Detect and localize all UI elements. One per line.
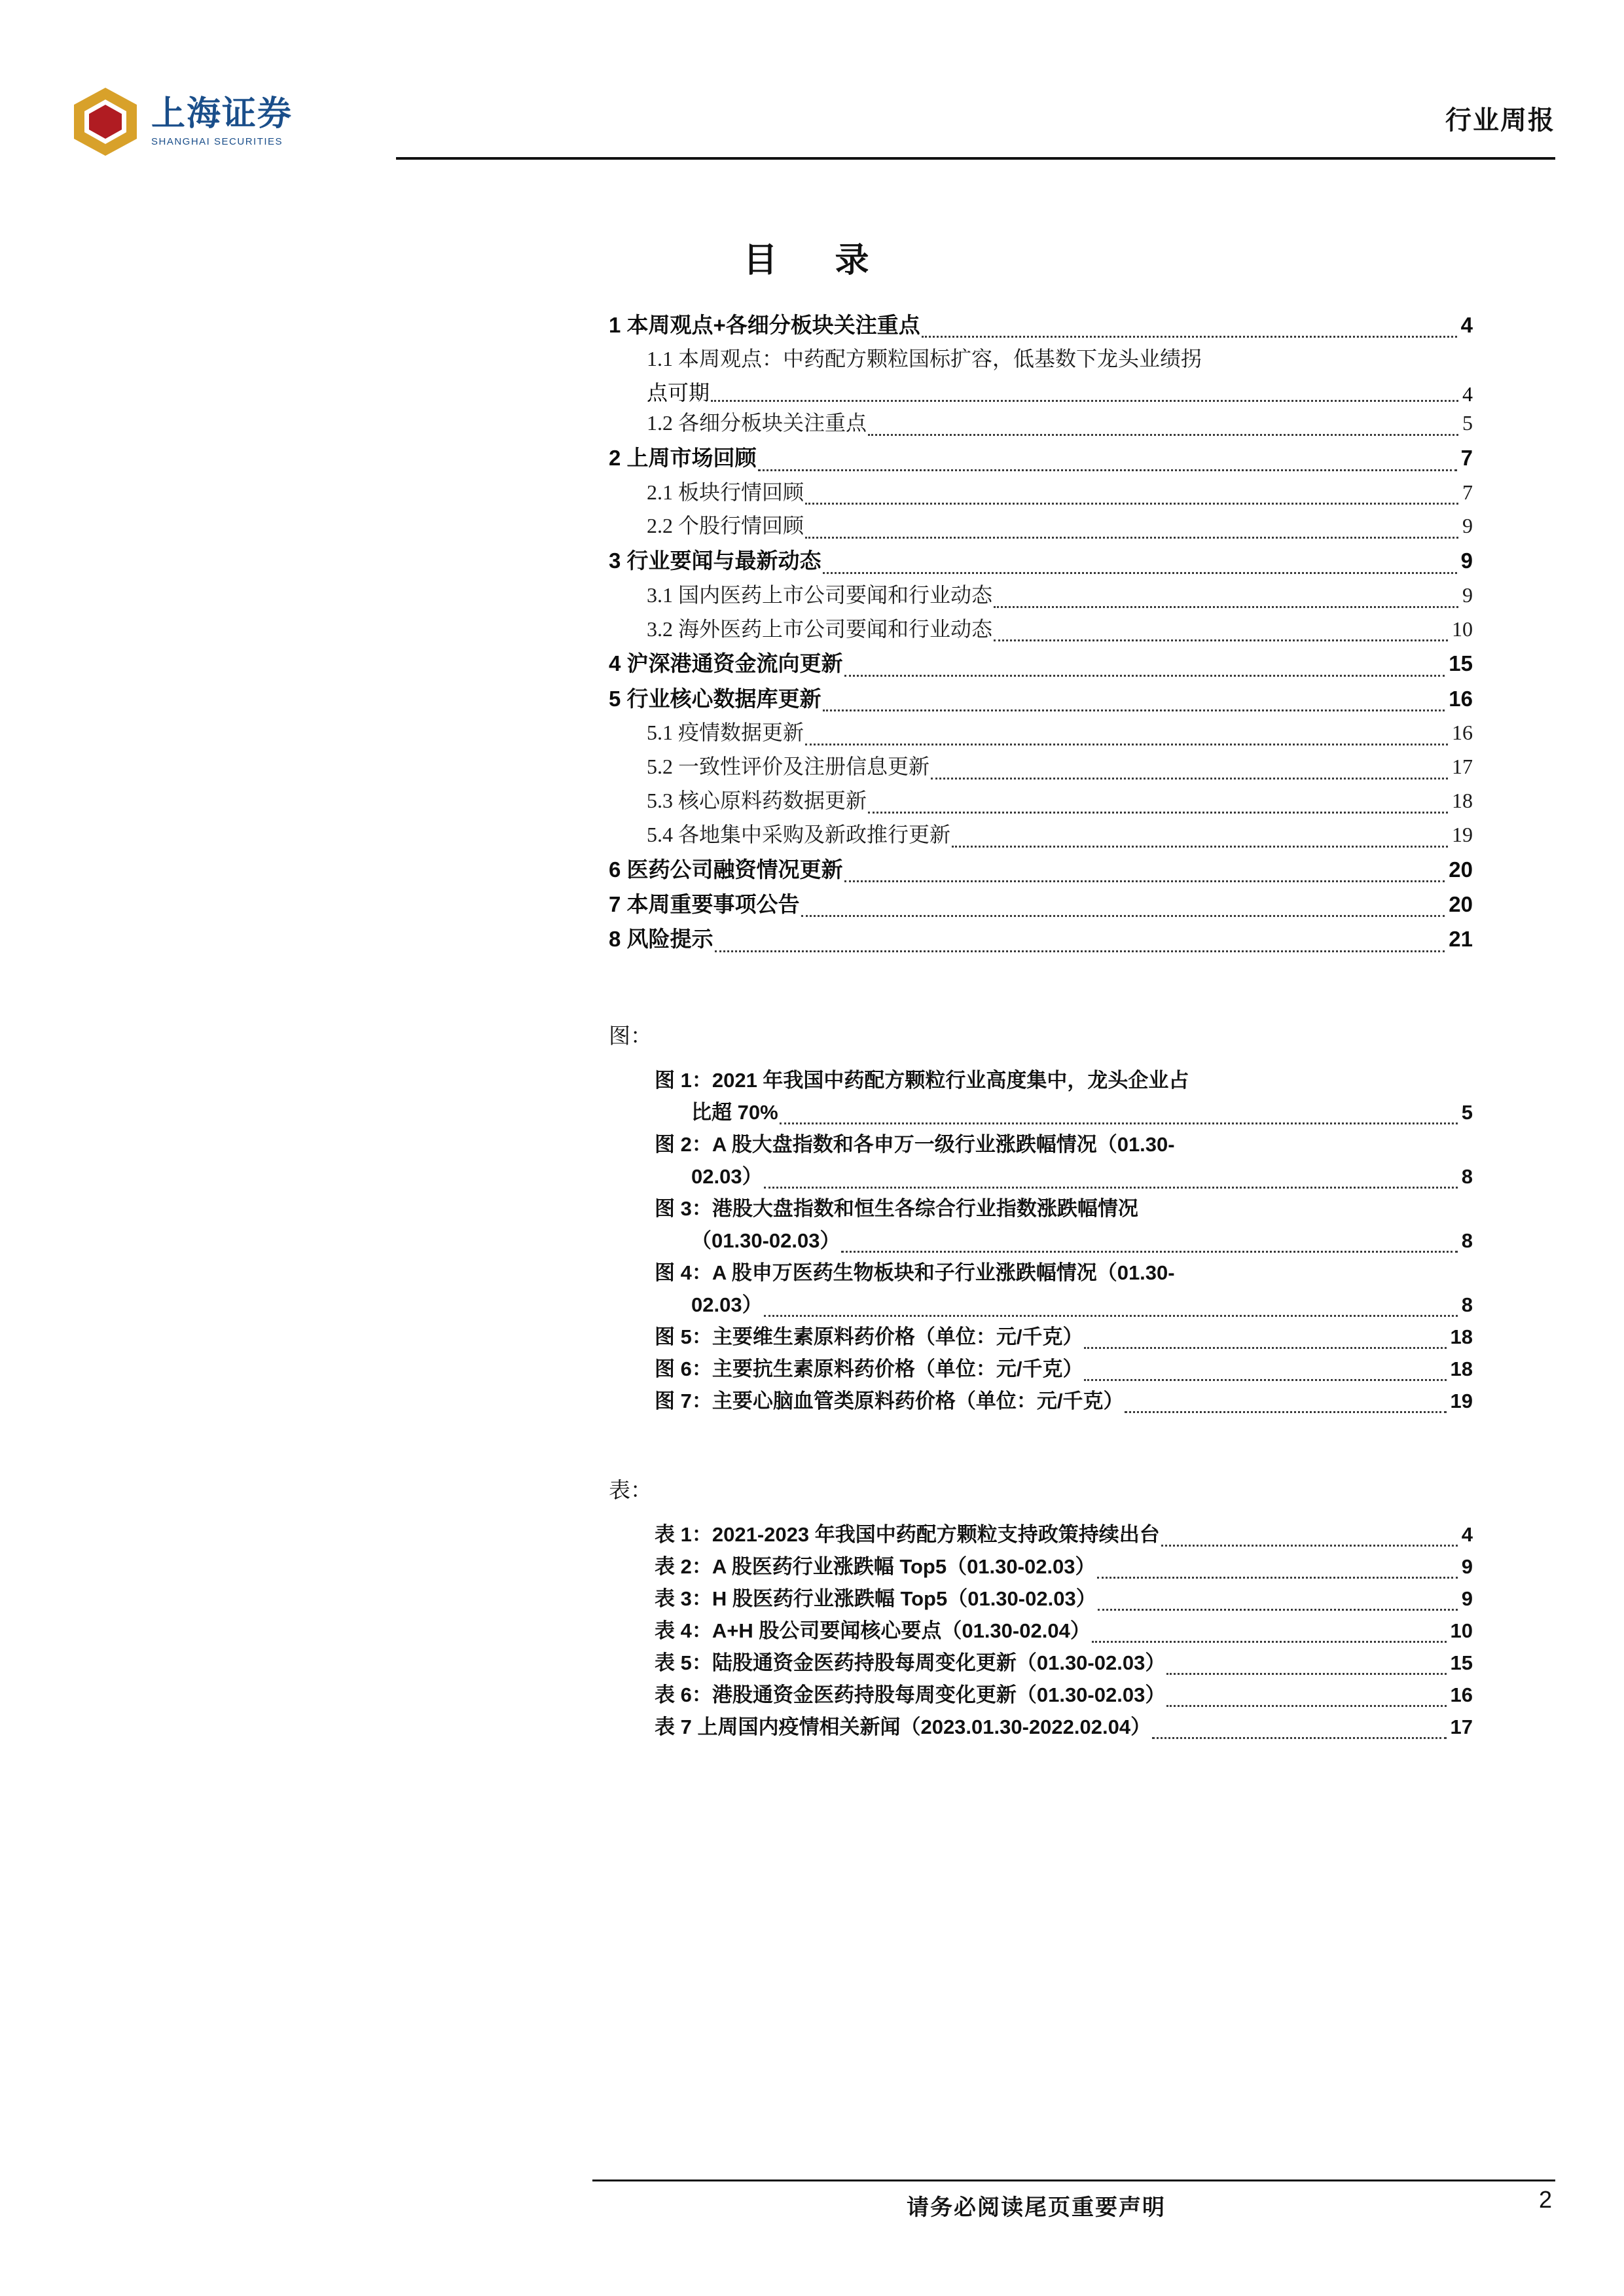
entry-label: 5.2 一致性评价及注册信息更新 [647, 755, 930, 779]
entry-label: 1.2 各细分板块关注重点 [647, 411, 867, 435]
entry-page-number: 20 [1449, 857, 1473, 882]
leader-dots [1098, 1608, 1458, 1611]
leader-dots [1125, 1410, 1446, 1413]
leader-dots [1166, 1672, 1446, 1675]
leader-dots [844, 674, 1445, 677]
entry-label: 7 本周重要事项公告 [609, 892, 800, 916]
page-number: 2 [1538, 2186, 1552, 2213]
entry-page-number: 21 [1449, 927, 1473, 952]
entry-label: 2.2 个股行情回顾 [647, 514, 804, 538]
figure-list-item[interactable] [655, 1193, 1473, 1225]
leader-dots [994, 605, 1458, 608]
leader-dots [1084, 1378, 1446, 1381]
brand-logo [69, 85, 293, 158]
entry-page-number: 16 [1450, 1683, 1473, 1706]
toc-entry[interactable] [609, 818, 1473, 852]
entry-label: 表 6：港股通资金医药持股每周变化更新（01.30-02.03） [655, 1683, 1166, 1706]
figure-list-item-continuation[interactable] [655, 1225, 1473, 1257]
entry-page-number: 8 [1461, 1293, 1473, 1316]
leader-dots [994, 639, 1448, 641]
entry-label: （01.30-02.03） [691, 1229, 840, 1252]
toc-entry[interactable] [609, 784, 1473, 818]
entry-page-number: 10 [1452, 617, 1473, 641]
table-list-item[interactable] [655, 1712, 1473, 1744]
entry-page-number: 19 [1450, 1389, 1473, 1412]
entry-label: 图 4：A 股申万医药生物板块和子行业涨跌幅情况（01.30- [655, 1261, 1175, 1284]
entry-label: 表 1：2021-2023 年我国中药配方颗粒支持政策持续出台 [655, 1523, 1160, 1546]
entry-label: 6 医药公司融资情况更新 [609, 857, 843, 882]
table-list-item[interactable] [655, 1551, 1473, 1583]
toc-entry[interactable] [609, 922, 1473, 956]
entry-label: 图 6：主要抗生素原料药价格（单位：元/千克） [655, 1357, 1083, 1380]
leader-dots [1097, 1576, 1458, 1579]
entry-page-number: 9 [1460, 548, 1473, 573]
footer-divider [592, 2179, 1555, 2181]
entry-label: 图 7：主要心脑血管类原料药价格（单位：元/千克） [655, 1389, 1124, 1412]
leader-dots [1152, 1736, 1446, 1739]
entry-page-number: 8 [1461, 1229, 1473, 1252]
leader-dots [758, 469, 1457, 471]
entry-page-number: 15 [1449, 651, 1473, 676]
figure-list-item-continuation[interactable] [655, 1289, 1473, 1321]
entry-label: 图 2：A 股大盘指数和各申万一级行业涨跌幅情况（01.30- [655, 1132, 1175, 1156]
entry-label: 表 2：A 股医药行业涨跌幅 Top5（01.30-02.03） [655, 1554, 1096, 1578]
entry-page-number: 9 [1461, 1554, 1473, 1578]
entry-page-number: 9 [1462, 514, 1473, 538]
figure-list-item[interactable] [655, 1129, 1473, 1161]
leader-dots [1084, 1346, 1446, 1349]
entry-label: 3.2 海外医药上市公司要闻和行业动态 [647, 617, 993, 641]
entry-label: 5.3 核心原料药数据更新 [647, 788, 867, 812]
table-list-heading: 表： [609, 1478, 652, 1502]
leader-dots [764, 1186, 1458, 1189]
entry-label: 2.1 板块行情回顾 [647, 480, 804, 504]
leader-dots [715, 950, 1445, 952]
figure-list-item[interactable] [655, 1257, 1473, 1289]
entry-page-number: 17 [1450, 1715, 1473, 1738]
leader-dots [780, 1122, 1458, 1124]
toc-entry[interactable] [609, 509, 1473, 543]
table-list-item[interactable] [655, 1519, 1473, 1551]
leader-dots [823, 709, 1445, 711]
leader-dots [931, 777, 1448, 780]
entry-page-number: 10 [1450, 1619, 1473, 1642]
table-of-contents [609, 308, 1473, 957]
entry-label: 比超 70% [691, 1100, 778, 1124]
entry-page-number: 20 [1449, 892, 1473, 916]
figure-list-heading: 图： [609, 1024, 652, 1048]
toc-entry-continuation[interactable] [609, 376, 1473, 406]
entry-page-number: 4 [1461, 1523, 1473, 1546]
entry-label: 5.4 各地集中采购及新政推行更新 [647, 822, 951, 846]
toc-entry[interactable] [609, 308, 1473, 342]
table-list [655, 1519, 1473, 1744]
entry-page-number: 16 [1449, 686, 1473, 711]
entry-label: 1 本周观点+各细分板块关注重点 [609, 313, 920, 337]
toc-entry[interactable] [609, 543, 1473, 578]
shanghai-securities-logo-icon [69, 85, 142, 158]
leader-dots [805, 743, 1448, 745]
entry-page-number: 18 [1450, 1357, 1473, 1380]
figure-list-item-continuation[interactable] [655, 1161, 1473, 1193]
entry-page-number: 4 [1460, 313, 1473, 337]
figure-list-item-continuation[interactable] [655, 1097, 1473, 1129]
footer-notice: 请务必阅读尾页重要声明 [907, 2195, 1166, 2220]
toc-entry[interactable] [609, 887, 1473, 922]
page-title: 目 录 [743, 242, 881, 279]
entry-label: 2 上周市场回顾 [609, 446, 757, 471]
leader-dots [922, 335, 1457, 338]
entry-label: 4 沪深港通资金流向更新 [609, 651, 843, 676]
table-list-item[interactable] [655, 1615, 1473, 1647]
entry-page-number: 9 [1461, 1587, 1473, 1610]
leader-dots [1166, 1704, 1446, 1707]
entry-label: 表 7 上周国内疫情相关新闻（2023.01.30-2022.02.04） [655, 1715, 1151, 1738]
toc-entry[interactable] [609, 750, 1473, 784]
entry-page-number: 8 [1461, 1164, 1473, 1188]
entry-label: 02.03） [691, 1164, 763, 1188]
toc-entry[interactable] [609, 440, 1473, 475]
table-list-item[interactable] [655, 1647, 1473, 1679]
entry-label: 图 3：港股大盘指数和恒生各综合行业指数涨跌幅情况 [655, 1196, 1138, 1220]
leader-dots [868, 433, 1458, 436]
leader-dots [952, 845, 1448, 848]
figure-list-item[interactable] [655, 1321, 1473, 1354]
entry-label: 5.1 疫情数据更新 [647, 721, 804, 745]
entry-page-number: 4 [1462, 382, 1473, 406]
toc-entry[interactable] [609, 716, 1473, 750]
table-list-item[interactable] [655, 1583, 1473, 1615]
page-header [69, 85, 1555, 170]
figure-list-item[interactable] [655, 1065, 1473, 1097]
brand-name-en: SHANGHAI SECURITIES [151, 135, 283, 147]
entry-page-number: 19 [1452, 822, 1473, 846]
entry-page-number: 9 [1462, 583, 1473, 607]
entry-label: 1.1 本周观点：中药配方颗粒国标扩容，低基数下龙头业绩拐 [647, 347, 1202, 371]
leader-dots [1092, 1640, 1447, 1643]
document-type-label: 行业周报 [1445, 106, 1555, 135]
entry-label: 3.1 国内医药上市公司要闻和行业动态 [647, 583, 993, 607]
leader-dots [841, 1250, 1457, 1253]
toc-entry[interactable] [609, 852, 1473, 887]
entry-page-number: 7 [1460, 446, 1473, 471]
brand-name-cn: 上海证券 [151, 95, 293, 134]
leader-dots [711, 399, 1458, 402]
entry-page-number: 18 [1450, 1325, 1473, 1348]
entry-label: 8 风险提示 [609, 927, 713, 952]
toc-entry[interactable] [609, 476, 1473, 510]
leader-dots [844, 880, 1445, 882]
figure-list-item[interactable] [655, 1386, 1473, 1418]
entry-label: 表 4：A+H 股公司要闻核心要点（01.30-02.04） [655, 1619, 1091, 1642]
toc-entry[interactable] [609, 406, 1473, 440]
entry-label: 图 1：2021 年我国中药配方颗粒行业高度集中，龙头企业占 [655, 1069, 1189, 1092]
entry-label: 5 行业核心数据库更新 [609, 686, 821, 711]
leader-dots [805, 536, 1458, 539]
toc-entry[interactable] [609, 681, 1473, 716]
toc-entry[interactable] [609, 646, 1473, 681]
entry-label: 表 5：陆股通资金医药持股每周变化更新（01.30-02.03） [655, 1651, 1166, 1674]
entry-label: 3 行业要闻与最新动态 [609, 548, 821, 573]
entry-page-number: 5 [1462, 411, 1473, 435]
leader-dots [805, 502, 1458, 505]
entry-page-number: 7 [1462, 480, 1473, 504]
entry-label: 表 3：H 股医药行业涨跌幅 Top5（01.30-02.03） [655, 1587, 1096, 1610]
toc-entry[interactable] [609, 342, 1473, 376]
toc-entry[interactable] [609, 579, 1473, 613]
entry-page-number: 5 [1461, 1100, 1473, 1124]
header-divider [396, 157, 1555, 160]
entry-label: 点可期 [647, 381, 710, 405]
figure-list [655, 1065, 1473, 1418]
figure-list-item[interactable] [655, 1354, 1473, 1386]
table-list-item[interactable] [655, 1679, 1473, 1712]
entry-label: 图 5：主要维生素原料药价格（单位：元/千克） [655, 1325, 1083, 1348]
entry-label: 02.03） [691, 1293, 763, 1316]
leader-dots [823, 571, 1457, 574]
entry-page-number: 16 [1452, 721, 1473, 745]
entry-page-number: 18 [1452, 788, 1473, 812]
leader-dots [868, 811, 1448, 814]
toc-entry[interactable] [609, 613, 1473, 647]
entry-page-number: 17 [1452, 755, 1473, 779]
leader-dots [1161, 1544, 1458, 1547]
leader-dots [764, 1314, 1458, 1317]
entry-page-number: 15 [1450, 1651, 1473, 1674]
leader-dots [801, 914, 1445, 917]
